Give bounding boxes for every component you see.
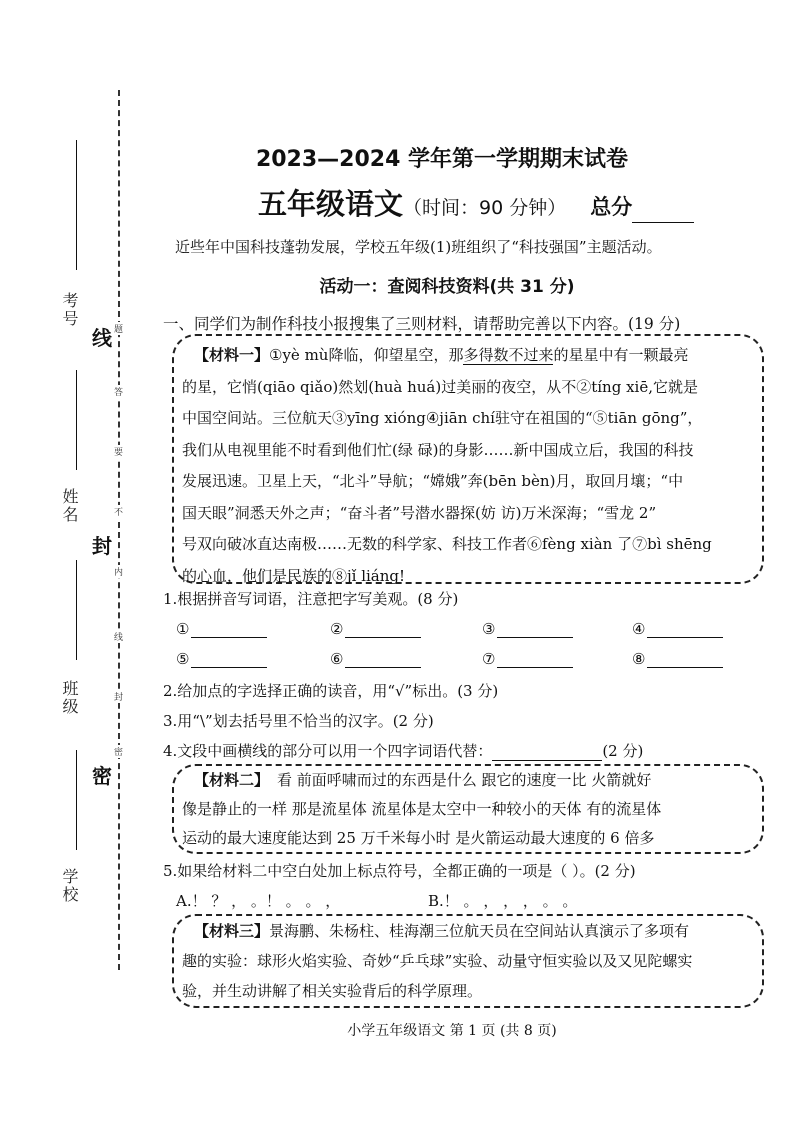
- answer-line[interactable]: [497, 653, 573, 668]
- exam-number-label: 考号: [60, 292, 79, 328]
- option-a[interactable]: A.！ ？ ， 。！ 。 。 ，: [176, 892, 341, 910]
- material-line: 发展迅速。卫星上天，“北斗”导航；“嫦娥”奔(bēn bèn)月，取回月壤；“中: [182, 472, 684, 490]
- school-label: 学校: [60, 868, 79, 904]
- answer-line[interactable]: [191, 653, 267, 668]
- underlined-phrase: 多得数不过来: [463, 346, 554, 364]
- time-limit: （时间：90 分钟）: [403, 197, 567, 219]
- answer-blank-6[interactable]: ⑥: [330, 650, 421, 668]
- binding-feng-char: 封: [92, 534, 112, 558]
- answer-line[interactable]: [345, 623, 421, 638]
- binding-xian-char: 线: [92, 326, 112, 350]
- material-line: 的星，它悄(qiāo qiǎo)然划(huà huá)过美丽的夜空，从不②tíng xiē,它就是: [182, 377, 698, 396]
- material-line: 【材料二】 看 前面呼啸而过的东西是什么 跟它的速度一比 火箭就好: [194, 771, 652, 789]
- material-line: 中国空间站。三位航天③yīng xióng④jiān chí驻守在祖国的“⑤tiān gōng”，: [182, 409, 703, 427]
- material-two-box: [172, 764, 764, 854]
- answer-blank-7[interactable]: ⑦: [482, 650, 573, 668]
- activity-heading: 活动一：查阅科技资料(共 31 分): [319, 277, 575, 297]
- answer-blank-2[interactable]: ②: [330, 620, 421, 638]
- notice-char: 答: [114, 385, 123, 398]
- material-line: 我们从电视里能不时看到他们忙(绿 碌)的身影……新中国成立后，我国的科技: [182, 440, 694, 459]
- option-b[interactable]: B.！ 。 ， ， ， 。 。: [428, 892, 578, 910]
- material-tag: 【材料二】: [194, 771, 270, 789]
- answer-line[interactable]: [497, 623, 573, 638]
- subject-line: [258, 182, 694, 223]
- intro-text: 近些年中国科技蓬勃发展，学校五年级(1)班组织了“科技强国”主题活动。: [175, 238, 662, 256]
- material-line: 【材料一】①yè mù降临，仰望星空，那多得数不过来的星星中有一颗最亮: [194, 346, 689, 364]
- material-line: 号双向破冰直达南极……无数的科学家、科技工作者⑥fèng xiàn 了⑦bì shēng: [182, 535, 712, 553]
- question-2: 2.给加点的字选择正确的读音，用“√”标出。(3 分): [163, 682, 499, 700]
- material-line: 验，并生动讲解了相关实验背后的科学原理。: [182, 982, 483, 1000]
- total-score-label: 总分: [590, 195, 633, 219]
- notice-char: 封: [114, 690, 123, 703]
- notice-char: 题: [114, 322, 123, 335]
- answer-line[interactable]: [191, 623, 267, 638]
- school-field-line[interactable]: [76, 750, 77, 850]
- question-1: 1.根据拼音写词语，注意把字写美观。(8 分): [163, 590, 459, 608]
- question-heading: 一、同学们为制作科技小报搜集了三则材料，请帮助完善以下内容。(19 分): [163, 315, 681, 333]
- class-label: 班级: [60, 680, 79, 716]
- page-footer: 小学五年级语文 第 1 页 (共 8 页): [347, 1023, 557, 1039]
- notice-char: 内: [114, 565, 123, 578]
- name-label: 姓名: [60, 488, 79, 524]
- subject-title: 五年级语文: [258, 187, 404, 221]
- answer-blank-5[interactable]: ⑤: [176, 650, 267, 668]
- question-3: 3.用“\”划去括号里不恰当的汉字。(2 分): [163, 712, 434, 730]
- binding-mi-char: 密: [92, 764, 112, 788]
- answer-blank-8[interactable]: ⑧: [632, 650, 723, 668]
- material-line: 的心血，他们是民族的⑧jǐ liáng!: [182, 566, 406, 585]
- question-4: 4.文段中画横线的部分可以用一个四字词语代替： (2 分): [163, 742, 644, 760]
- material-line: 像是静止的一样 那是流星体 流星体是太空中一种较小的天体 有的流星体: [182, 800, 662, 818]
- answer-blank-1[interactable]: ①: [176, 620, 267, 638]
- material-three-box: [172, 914, 764, 1008]
- notice-char: 要: [114, 445, 123, 458]
- class-field-line[interactable]: [76, 560, 77, 660]
- exam-title: 2023—2024 学年第一学期期末试卷: [255, 147, 629, 172]
- question-4-answer-blank[interactable]: [492, 746, 602, 761]
- answer-line[interactable]: [345, 653, 421, 668]
- material-tag: 【材料三】: [194, 922, 270, 940]
- material-one-box: [172, 334, 764, 584]
- notice-char: 不: [114, 505, 123, 518]
- answer-line[interactable]: [647, 653, 723, 668]
- question-5: 5.如果给材料二中空白处加上标点符号，全都正确的一项是（ ）。(2 分): [163, 862, 636, 880]
- notice-char: 线: [114, 630, 123, 643]
- binding-dashed-line: [118, 90, 120, 970]
- material-line: 趣的实验：球形火焰实验、奇妙“乒乓球”实验、动量守恒实验以及又见陀螺实: [182, 952, 693, 970]
- total-score-blank[interactable]: [632, 202, 694, 223]
- answer-blank-3[interactable]: ③: [482, 620, 573, 638]
- answer-line[interactable]: [647, 623, 723, 638]
- name-field-line[interactable]: [76, 370, 77, 470]
- material-line: 【材料三】景海鹏、朱杨柱、桂海潮三位航天员在空间站认真演示了多项有: [194, 922, 690, 940]
- notice-char: 密: [114, 745, 123, 758]
- material-tag: 【材料一】: [194, 346, 270, 364]
- material-line: 运动的最大速度能达到 25 万千米每小时 是火箭运动最大速度的 6 倍多: [182, 829, 655, 847]
- material-line: 国天眼”洞悉天外之声；“奋斗者”号潜水器探(妨 访)万米深海；“雪龙 2”: [182, 503, 657, 522]
- answer-blank-4[interactable]: ④: [632, 620, 723, 638]
